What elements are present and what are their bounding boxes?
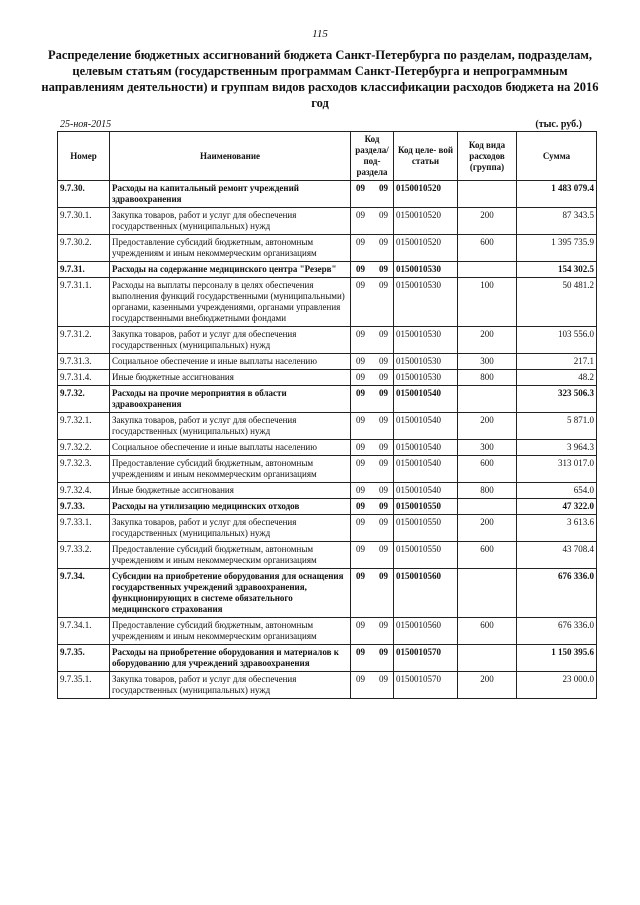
row-section-code — [351, 208, 394, 235]
units-label: (тыс. руб.) — [535, 119, 582, 130]
row-number: 9.7.32.4. — [58, 483, 110, 499]
row-name: Предоставление субсидий бюджетным, автономным учреждениям и иным некоммерческим организациям — [110, 456, 351, 483]
row-number: 9.7.31. — [58, 262, 110, 278]
row-sum: 1 483 079.4 — [517, 181, 597, 208]
row-number: 9.7.35.1. — [58, 672, 110, 699]
row-expense-type — [458, 499, 517, 515]
table-row — [58, 672, 597, 699]
row-expense-type: 200 — [458, 515, 517, 542]
table-row — [58, 413, 597, 440]
row-subsection: 09 — [379, 415, 388, 425]
row-target-code: 0150010550 — [394, 499, 458, 515]
row-target-code: 0150010540 — [394, 483, 458, 499]
row-section: 09 — [356, 517, 365, 527]
row-subsection: 09 — [379, 210, 388, 220]
table-row — [58, 262, 597, 278]
row-target-code: 0150010540 — [394, 456, 458, 483]
row-subsection: 09 — [379, 442, 388, 452]
row-expense-type — [458, 181, 517, 208]
row-section-code — [351, 456, 394, 483]
row-section: 09 — [356, 237, 365, 247]
row-expense-type — [458, 569, 517, 618]
row-number: 9.7.31.3. — [58, 354, 110, 370]
row-target-code: 0150010540 — [394, 386, 458, 413]
row-target-code: 0150010540 — [394, 440, 458, 456]
row-target-code: 0150010530 — [394, 370, 458, 386]
row-number: 9.7.34. — [58, 569, 110, 618]
row-name: Расходы на содержание медицинского центра "Резерв" — [110, 262, 351, 278]
row-name: Расходы на прочие мероприятия в области здравоохранения — [110, 386, 351, 413]
row-section: 09 — [356, 183, 365, 193]
row-section-code — [351, 354, 394, 370]
row-sum: 48.2 — [517, 370, 597, 386]
row-number: 9.7.35. — [58, 645, 110, 672]
table-row — [58, 542, 597, 569]
row-number: 9.7.33.1. — [58, 515, 110, 542]
table-row — [58, 483, 597, 499]
row-target-code: 0150010570 — [394, 645, 458, 672]
row-target-code: 0150010570 — [394, 672, 458, 699]
row-name: Иные бюджетные ассигнования — [110, 483, 351, 499]
row-number: 9.7.30.2. — [58, 235, 110, 262]
header-sum: Сумма — [517, 132, 597, 181]
row-expense-type — [458, 645, 517, 672]
page-number: 115 — [312, 28, 328, 40]
row-name: Иные бюджетные ассигнования — [110, 370, 351, 386]
row-section-code — [351, 672, 394, 699]
document-date: 25-ноя-2015 — [60, 119, 112, 130]
row-number: 9.7.34.1. — [58, 618, 110, 645]
table-row — [58, 440, 597, 456]
row-subsection: 09 — [379, 237, 388, 247]
table-row — [58, 645, 597, 672]
table-row — [58, 327, 597, 354]
header-target-code: Код целе- вой статьи — [394, 132, 458, 181]
table-row — [58, 515, 597, 542]
row-subsection: 09 — [379, 501, 388, 511]
row-sum: 87 343.5 — [517, 208, 597, 235]
row-section: 09 — [356, 356, 365, 366]
table-row — [58, 386, 597, 413]
row-name: Закупка товаров, работ и услуг для обеспечения государственных (муниципальных) нужд — [110, 515, 351, 542]
budget-table — [57, 131, 597, 699]
row-section-code — [351, 181, 394, 208]
row-section: 09 — [356, 571, 365, 581]
row-subsection: 09 — [379, 544, 388, 554]
row-subsection: 09 — [379, 517, 388, 527]
row-expense-type: 600 — [458, 618, 517, 645]
row-number: 9.7.30.1. — [58, 208, 110, 235]
row-sum: 47 322.0 — [517, 499, 597, 515]
row-subsection: 09 — [379, 264, 388, 274]
row-expense-type: 200 — [458, 208, 517, 235]
row-name: Закупка товаров, работ и услуг для обеспечения государственных (муниципальных) нужд — [110, 327, 351, 354]
row-name: Расходы на утилизацию медицинских отходов — [110, 499, 351, 515]
row-subsection: 09 — [379, 372, 388, 382]
row-section: 09 — [356, 329, 365, 339]
row-section-code — [351, 370, 394, 386]
row-expense-type: 200 — [458, 672, 517, 699]
row-sum: 676 336.0 — [517, 569, 597, 618]
table-body — [58, 181, 597, 699]
row-section-code — [351, 386, 394, 413]
table-row — [58, 456, 597, 483]
row-section-code — [351, 618, 394, 645]
row-target-code: 0150010550 — [394, 515, 458, 542]
row-name: Предоставление субсидий бюджетным, автономным учреждениям и иным некоммерческим организациям — [110, 542, 351, 569]
row-sum: 313 017.0 — [517, 456, 597, 483]
row-target-code: 0150010530 — [394, 262, 458, 278]
row-section: 09 — [356, 674, 365, 684]
header-expense-type: Код вида расходов (группа) — [458, 132, 517, 181]
row-section: 09 — [356, 544, 365, 554]
row-expense-type: 100 — [458, 278, 517, 327]
row-sum: 1 150 395.6 — [517, 645, 597, 672]
row-sum: 654.0 — [517, 483, 597, 499]
row-subsection: 09 — [379, 485, 388, 495]
row-target-code: 0150010530 — [394, 354, 458, 370]
row-name: Социальное обеспечение и иные выплаты населению — [110, 354, 351, 370]
table-row — [58, 235, 597, 262]
row-number: 9.7.31.4. — [58, 370, 110, 386]
row-section: 09 — [356, 442, 365, 452]
table-row — [58, 569, 597, 618]
row-section: 09 — [356, 372, 365, 382]
row-number: 9.7.30. — [58, 181, 110, 208]
row-name: Закупка товаров, работ и услуг для обеспечения государственных (муниципальных) нужд — [110, 208, 351, 235]
row-name: Предоставление субсидий бюджетным, автономным учреждениям и иным некоммерческим организациям — [110, 235, 351, 262]
row-name: Расходы на выплаты персоналу в целях обеспечения выполнения функций государственными (муниципальными) органами, казенными учреждениями, органами управления государственными внебюджетными фондами — [110, 278, 351, 327]
row-target-code: 0150010560 — [394, 569, 458, 618]
row-name: Расходы на капитальный ремонт учреждений здравоохранения — [110, 181, 351, 208]
row-name: Социальное обеспечение и иные выплаты населению — [110, 440, 351, 456]
row-section-code — [351, 440, 394, 456]
row-expense-type: 600 — [458, 456, 517, 483]
row-subsection: 09 — [379, 280, 388, 290]
row-subsection: 09 — [379, 674, 388, 684]
row-target-code: 0150010530 — [394, 327, 458, 354]
table-row — [58, 499, 597, 515]
row-section-code — [351, 327, 394, 354]
table-row — [58, 208, 597, 235]
row-expense-type: 300 — [458, 354, 517, 370]
row-target-code: 0150010550 — [394, 542, 458, 569]
row-number: 9.7.31.2. — [58, 327, 110, 354]
row-name: Расходы на приобретение оборудования и материалов к оборудованию для учреждений здравоохранения — [110, 645, 351, 672]
row-section-code — [351, 515, 394, 542]
row-target-code: 0150010520 — [394, 181, 458, 208]
row-section: 09 — [356, 485, 365, 495]
row-sum: 676 336.0 — [517, 618, 597, 645]
row-sum: 323 506.3 — [517, 386, 597, 413]
row-subsection: 09 — [379, 356, 388, 366]
row-section: 09 — [356, 415, 365, 425]
header-name: Наименование — [110, 132, 351, 181]
row-expense-type: 600 — [458, 542, 517, 569]
row-section-code — [351, 278, 394, 327]
table-header-row — [58, 132, 597, 181]
header-number: Номер — [58, 132, 110, 181]
row-section-code — [351, 413, 394, 440]
row-sum: 43 708.4 — [517, 542, 597, 569]
row-target-code: 0150010560 — [394, 618, 458, 645]
row-number: 9.7.32.1. — [58, 413, 110, 440]
row-sum: 1 395 735.9 — [517, 235, 597, 262]
row-number: 9.7.33.2. — [58, 542, 110, 569]
row-section-code — [351, 262, 394, 278]
row-sum: 23 000.0 — [517, 672, 597, 699]
table-row — [58, 370, 597, 386]
row-section: 09 — [356, 647, 365, 657]
document-title: Распределение бюджетных ассигнований бюджета Санкт-Петербурга по разделам, подразделам, целевым статьям (государственным программам Санкт-Петербурга и непрограммным направлениям деятельности) и группам видов расходов классификации расходов бюджета на 2016 год — [41, 48, 599, 110]
row-subsection: 09 — [379, 329, 388, 339]
row-name: Закупка товаров, работ и услуг для обеспечения государственных (муниципальных) нужд — [110, 413, 351, 440]
row-number: 9.7.32. — [58, 386, 110, 413]
row-section-code — [351, 499, 394, 515]
row-target-code: 0150010520 — [394, 208, 458, 235]
row-number: 9.7.32.3. — [58, 456, 110, 483]
row-expense-type — [458, 386, 517, 413]
row-name: Закупка товаров, работ и услуг для обеспечения государственных (муниципальных) нужд — [110, 672, 351, 699]
row-expense-type: 800 — [458, 370, 517, 386]
row-name: Предоставление субсидий бюджетным, автономным учреждениям и иным некоммерческим организациям — [110, 618, 351, 645]
row-expense-type — [458, 262, 517, 278]
row-sum: 3 964.3 — [517, 440, 597, 456]
row-section-code — [351, 569, 394, 618]
row-number: 9.7.33. — [58, 499, 110, 515]
row-target-code: 0150010540 — [394, 413, 458, 440]
row-section: 09 — [356, 620, 365, 630]
table-row — [58, 354, 597, 370]
row-subsection: 09 — [379, 458, 388, 468]
row-section: 09 — [356, 458, 365, 468]
row-number: 9.7.31.1. — [58, 278, 110, 327]
row-section: 09 — [356, 280, 365, 290]
row-sum: 5 871.0 — [517, 413, 597, 440]
row-expense-type: 800 — [458, 483, 517, 499]
row-number: 9.7.32.2. — [58, 440, 110, 456]
row-section-code — [351, 483, 394, 499]
row-expense-type: 200 — [458, 327, 517, 354]
row-sum: 154 302.5 — [517, 262, 597, 278]
row-target-code: 0150010520 — [394, 235, 458, 262]
row-subsection: 09 — [379, 647, 388, 657]
row-section: 09 — [356, 501, 365, 511]
row-subsection: 09 — [379, 571, 388, 581]
row-section: 09 — [356, 264, 365, 274]
row-subsection: 09 — [379, 183, 388, 193]
row-subsection: 09 — [379, 620, 388, 630]
row-section-code — [351, 542, 394, 569]
row-target-code: 0150010530 — [394, 278, 458, 327]
row-expense-type: 200 — [458, 413, 517, 440]
row-sum: 217.1 — [517, 354, 597, 370]
table-row — [58, 618, 597, 645]
row-section-code — [351, 235, 394, 262]
row-section: 09 — [356, 210, 365, 220]
table-row — [58, 278, 597, 327]
row-subsection: 09 — [379, 388, 388, 398]
row-sum: 3 613.6 — [517, 515, 597, 542]
header-section-code: Код раздела/ под- раздела — [351, 132, 394, 181]
row-sum: 50 481.2 — [517, 278, 597, 327]
row-name: Субсидии на приобретение оборудования для оснащения государственных учреждений здравоохранения, функционирующих в системе обязательного медицинского страхования — [110, 569, 351, 618]
row-expense-type: 300 — [458, 440, 517, 456]
row-sum: 103 556.0 — [517, 327, 597, 354]
row-expense-type: 600 — [458, 235, 517, 262]
row-section: 09 — [356, 388, 365, 398]
row-section-code — [351, 645, 394, 672]
table-row — [58, 181, 597, 208]
